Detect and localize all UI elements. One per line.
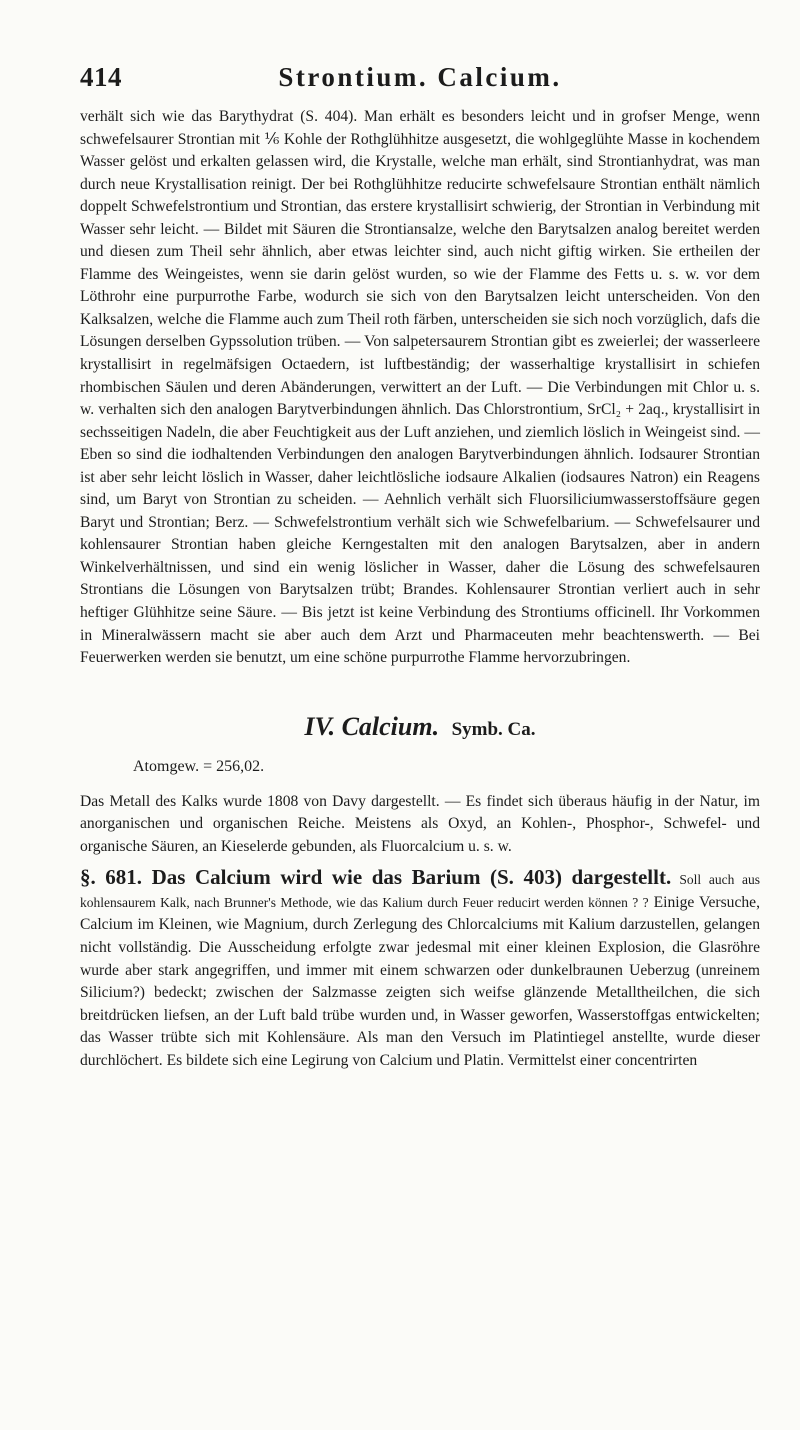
book-page — [80, 62, 760, 1072]
section-name: Calcium. — [341, 711, 440, 741]
paragraph-strontian: verhält sich wie das Barythydrat (S. 404). Man erhält es besonders leicht und in grofser Menge, wenn schwefelsaurer Strontian mit ⅙ Kohle der Rothglühhitze ausgesetzt, die wohlgeglühte Masse in kochendem Wasser gelöst und erkalten gelassen wird, die Krystalle, welche man erhält, sind Strontianhydrat, was man durch neue Krystallisation reinigt. Der bei Rothglühhitze reducirte schwefelsaure Strontian enthält nämlich doppelt Schwefelstrontium und Strontian, das erstere krystallisirt schwierig, der Strontian in Verbindung mit Wasser sehr leicht. — Bildet mit Säuren die Strontiansalze, welche den Barytsalzen analog bereitet werden und diesen zum Theil sehr ähnlich, aber etwas leichter sind, auch nicht giftig wirken. Sie ertheilen der Flamme des Weingeistes, wenn sie darin gelöst wurden, so wie der Flamme des Fetts u. s. w. vor dem Löthrohr eine purpurrothe Farbe, wodurch sie sich von den Barytsalzen leicht unterscheiden. Von den Kalksalzen, welche die Flamme auch zum Theil roth färben, unterscheiden sie sich noch vorzüglich, dafs die Lösungen derselben Gypssolution trüben. — Von salpetersaurem Strontian gibt es zweierlei; der wasserleere krystallisirt in regelmäfsigen Octaedern, ist luftbeständig; der wasserhaltige krystallisirt in schiefen rhombischen Säulen und deren Abänderungen, verwittert an der Luft. — Die Verbindungen mit Chlor u. s. w. verhalten sich den analogen Barytverbindungen ähnlich. Das Chlorstrontium, SrCl₂ + 2aq., krystallisirt in sechsseitigen Nadeln, die aber Feuchtigkeit aus der Luft anziehen, und ziemlich löslich in Weingeist sind. — Eben so sind die iodhaltenden Verbindungen den analogen Barytverbindungen ähnlich. Iodsaurer Strontian ist aber sehr leicht löslich in Wasser, daher leichtlösliche iodsaure Alkalien (iodsaures Natron) ein Reagens sind, um Baryt von Strontian zu scheiden. — Aehnlich verhält sich Fluorsiliciumwasserstoffsäure gegen Baryt und Strontian; Berz. — Schwefelstrontium verhält sich wie Schwefelbarium. — Schwefelsaurer und kohlensaurer Strontian haben gleiche Kerngestalten mit den analogen Barytsalzen, aber in andern Winkelverhältnissen, und sind ein wenig löslicher in Wasser, daher die Lösung des schwefelsauren Strontians die Lösungen von Barytsalzen trübt; Brandes. Kohlensaurer Strontian verliert auch in sehr heftiger Glühhitze seine Säure. — Bis jetzt ist keine Verbindung des Strontiums officinell. Ihr Vorkommen in Mineralwässern macht sie aber auch dem Arzt und Pharmaceuten mehr beachtenswerth. — Bei Feuerwerken werden sie benutzt, um eine schöne purpurrothe Flamme hervorzubringen. — [80, 108, 760, 667]
paragraph-681-body: Einige Versuche, Calcium im Kleinen, wie Magnium, durch Zerlegung des Chlorcalciums mit Kalium darzustellen, gelangen nicht vollständig. Die Ausscheidung erfolgte zwar jedesmal mit einer kleinen Explosion, die Glasröhre wurde aber stark angegriffen, und immer mit einem schwarzen oder dunkelbraunen Ueberzug (unreinem Silicium?) bedeckt; zwischen der Salzmasse zeigten sich weifse glänzende Metalltheilchen, die sich breitdrücken liefsen, an der Luft bald trübe wurden und, in Wasser geworfen, Wasserstoffgas entwickelten; das Wasser trübte sich mit Kohlensäure. Als man den Versuch im Platintiegel anstellte, wurde dieser durchlöchert. Es bildete sich eine Legirung von Calcium und Platin. Vermittelst einer concentrirten — [80, 893, 760, 1069]
atomic-weight: Atomgew. = 256,02. — [133, 757, 265, 775]
section-heading — [80, 712, 760, 745]
paragraph-681 — [80, 866, 760, 1072]
calcium-text — [80, 791, 760, 1073]
page-number: 414 — [80, 62, 122, 92]
section-symbol: Symb. Ca. — [451, 718, 536, 740]
section-number: IV. — [304, 711, 336, 741]
paragraph-calcium-intro: Das Metall des Kalks wurde 1808 von Davy dargestellt. — Es findet sich überaus häufig in der Natur, im anorganischen und organischen Reiche. Meistens als Oxyd, an Kohlen-, Phosphor-, Schwefel- und organische Säuren, an Kieselerde gebunden, als Fluorcalcium u. s. w. — [80, 792, 760, 855]
paragraph-heading-681: §. 681. Das Calcium wird wie das Barium (S. 403) dargestellt. — [80, 865, 672, 890]
running-title: Strontium. Calcium. — [278, 62, 562, 92]
running-head — [80, 62, 760, 106]
main-text — [80, 106, 760, 670]
small-note: Soll auch aus kohlensaurem Kalk, nach Brunner's Methode, wie das Kalium durch Feuer reducirt werden können ? ? — [80, 872, 760, 910]
